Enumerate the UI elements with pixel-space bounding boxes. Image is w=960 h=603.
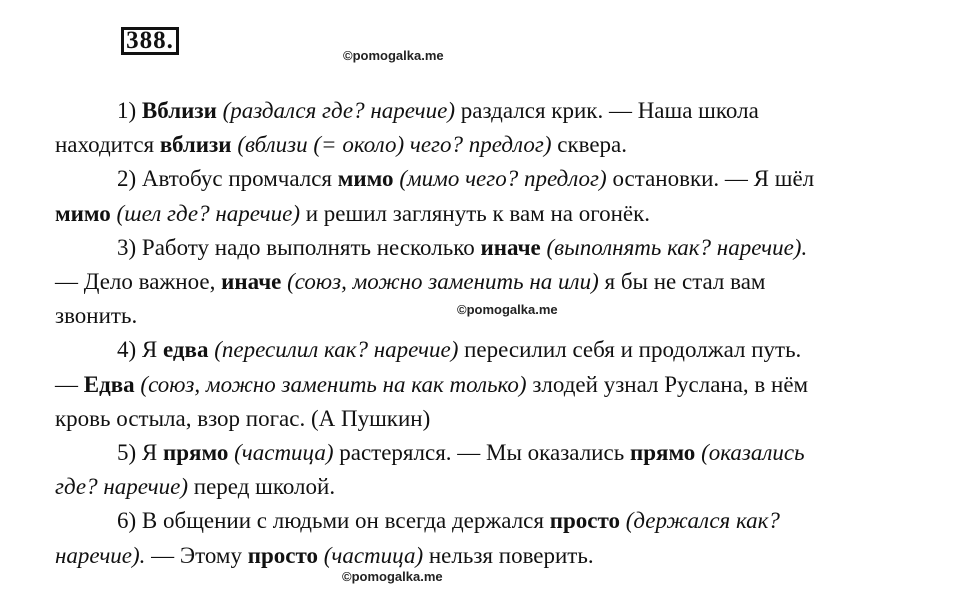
text-segment: растерялся. — Мы оказались: [333, 440, 630, 466]
watermark-top: ©pomogalka.me: [343, 48, 444, 63]
exercise-number: 388.: [121, 27, 179, 55]
annotation: наречие).: [55, 542, 146, 568]
paragraph-6: [55, 504, 905, 572]
text-segment: 4) Я: [117, 337, 163, 363]
text-line: [55, 94, 905, 128]
text-segment: я бы не стал вам: [598, 269, 766, 295]
text-line: [55, 470, 905, 504]
text-segment: пересилил себя и продолжал путь.: [458, 337, 802, 363]
watermark-middle: ©pomogalka.me: [457, 302, 558, 317]
paragraph-4: [55, 333, 905, 436]
annotation: (шел где? наречие): [116, 200, 300, 226]
text-line: [55, 231, 905, 265]
keyword: мимо: [55, 200, 111, 226]
text-segment: и решил заглянуть к вам на огонёк.: [300, 200, 651, 226]
keyword: прямо: [629, 440, 696, 466]
paragraph-5: [55, 436, 905, 504]
text-segment: раздался крик. — Наша школа: [455, 98, 759, 123]
text-line: [55, 539, 905, 573]
keyword: едва: [163, 337, 209, 363]
text-segment: — Этому: [145, 542, 248, 568]
text-line: [55, 197, 905, 231]
paragraph-2: [55, 162, 905, 230]
keyword: Вблизи: [141, 98, 217, 123]
text-segment: перед школой.: [188, 474, 336, 500]
keyword: иначе: [221, 269, 282, 295]
annotation: (пересилил как? наречие): [214, 337, 459, 363]
text-line: [55, 333, 905, 367]
annotation: (частица): [234, 440, 334, 466]
text-segment: 1): [117, 98, 142, 123]
text-segment: — Дело важное,: [55, 269, 222, 295]
annotation: (мимо чего? предлог): [399, 166, 607, 192]
text-line: [55, 162, 905, 196]
text-segment: остановки. — Я шёл: [606, 166, 815, 192]
text-segment: 3) Работу надо выполнять несколько: [117, 234, 481, 260]
keyword: вблизи: [159, 132, 232, 158]
text-segment: 6) В общении с людьми он всегда держался: [117, 508, 550, 534]
text-line: [55, 368, 905, 402]
keyword: просто: [247, 542, 318, 568]
text-line: [55, 128, 905, 162]
annotation: (частица): [323, 542, 424, 568]
keyword: иначе: [480, 234, 541, 260]
text-segment: сквера.: [551, 132, 628, 158]
text-line: [55, 402, 905, 436]
annotation: (раздался где? наречие): [222, 98, 456, 123]
text-segment: нельзя поверить.: [423, 542, 594, 568]
keyword: Едва: [83, 371, 135, 397]
text-segment: звонить.: [55, 303, 138, 329]
annotation: (союз, можно заменить на или): [287, 269, 599, 295]
text-line: [55, 299, 905, 333]
paragraph-3: [55, 231, 905, 334]
annotation: где? наречие): [55, 474, 189, 500]
annotation: (держался как?: [625, 508, 780, 534]
text-segment: —: [55, 371, 84, 397]
annotation: (оказались: [701, 440, 805, 466]
keyword: мимо: [337, 166, 394, 192]
text-segment: кровь остыла, взор погас. (А Пушкин): [55, 405, 431, 431]
annotation: (вблизи (= около) чего? предлог): [237, 132, 552, 158]
text-segment: 5) Я: [117, 440, 163, 466]
text-segment: злодей узнал Руслана, в нём: [526, 371, 809, 397]
watermark-bottom: ©pomogalka.me: [342, 569, 443, 584]
text-line: [55, 265, 905, 299]
text-segment: находится: [55, 132, 160, 158]
paragraph-1: [55, 94, 905, 162]
keyword: просто: [549, 508, 620, 534]
annotation: (союз, можно заменить на как только): [140, 371, 527, 397]
exercise-text: [55, 94, 905, 573]
annotation: (выполнять как? наречие).: [546, 234, 808, 260]
text-segment: 2) Автобус промчался: [117, 166, 338, 192]
text-line: [55, 436, 905, 470]
text-line: [55, 504, 905, 538]
keyword: прямо: [163, 440, 229, 466]
